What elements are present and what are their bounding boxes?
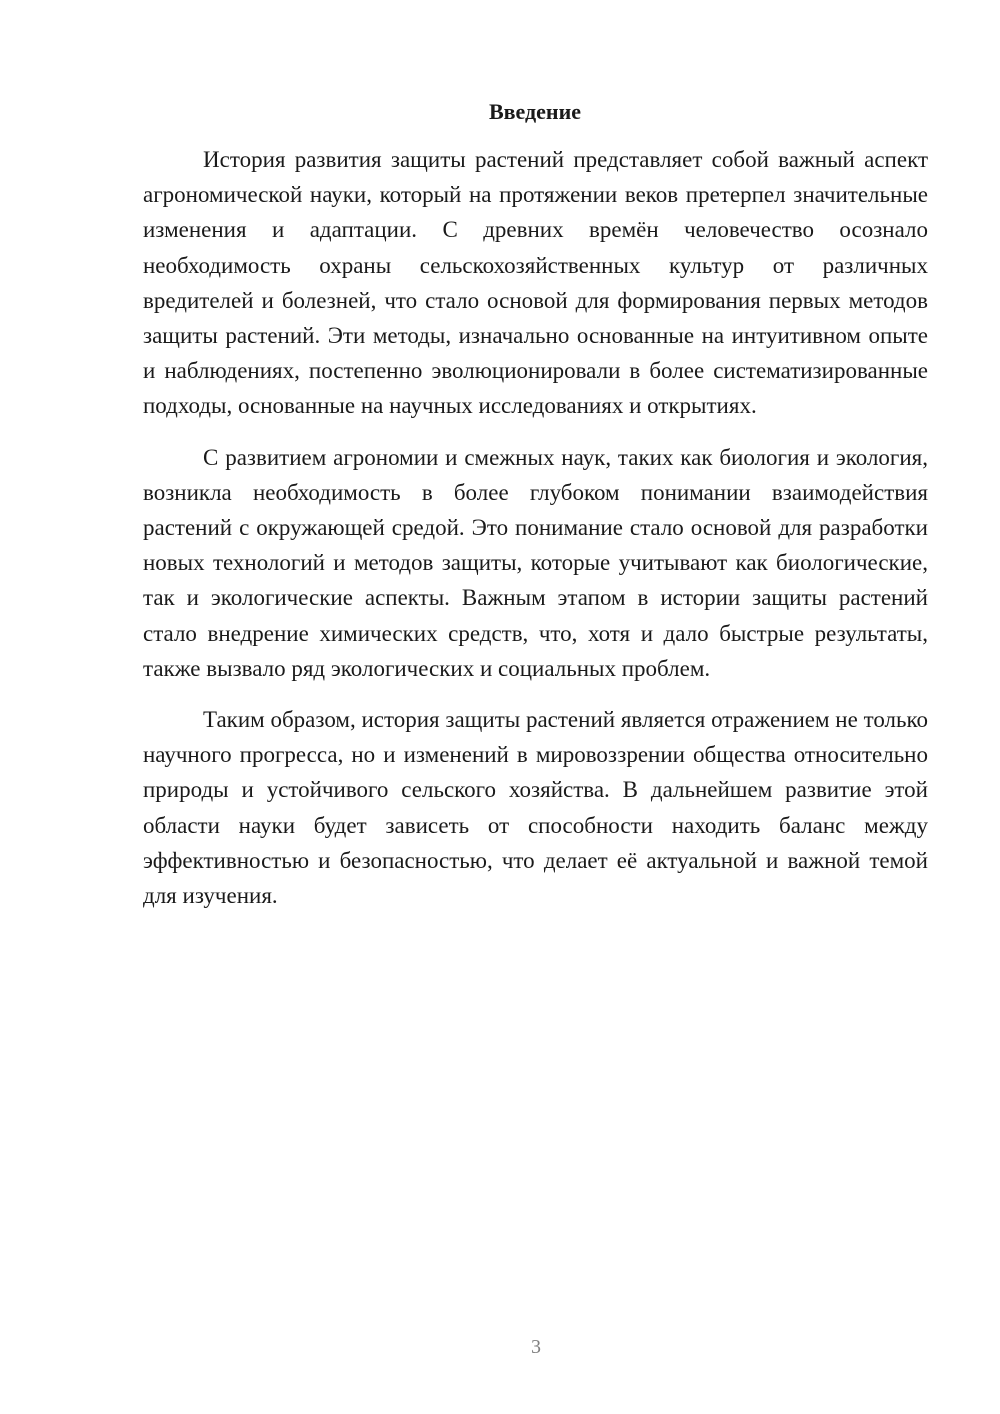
paragraph-1: История развития защиты растений представляет собой важный аспект агрономической науки, который на протяжении веков претерпел значительные изменения и адаптации. С древних времён человечество осознало необходимость охраны сельскохозяйственных культур от различных вредителей и болезней, что стало основой для формирования первых методов защиты растений. Эти методы, изначально основанные на интуитивном опыте и наблюдениях, постепенно эволюционировали в более систематизированные подходы, основанные на научных исследованиях и открытиях. [143, 147, 928, 419]
paragraph-2: С развитием агрономии и смежных наук, таких как биология и экология, возникла необходимость в более глубоком понимании взаимодействия растений с окружающей средой. Это понимание стало основой для разработки новых технологий и методов защиты, которые учитывают как биологические, так и экологические аспекты. Важным этапом в истории защиты растений стало внедрение химических средств, что, хотя и дало быстрые результаты, также вызвало ряд экологических и социальных проблем. [143, 444, 928, 681]
paragraph-3: Таким образом, история защиты растений является отражением не только научного прогресса, но и изменений в мировоззрении общества относительно природы и устойчивого сельского хозяйства. В дальнейшем развитие этой области науки будет зависеть от способности находить баланс между эффективностью и безопасностью, что делает её актуальной и важной темой для изучения. [143, 707, 928, 909]
page-number: 3 [531, 1336, 541, 1358]
section-heading: Введение [488, 99, 582, 124]
body-text [143, 142, 928, 929]
